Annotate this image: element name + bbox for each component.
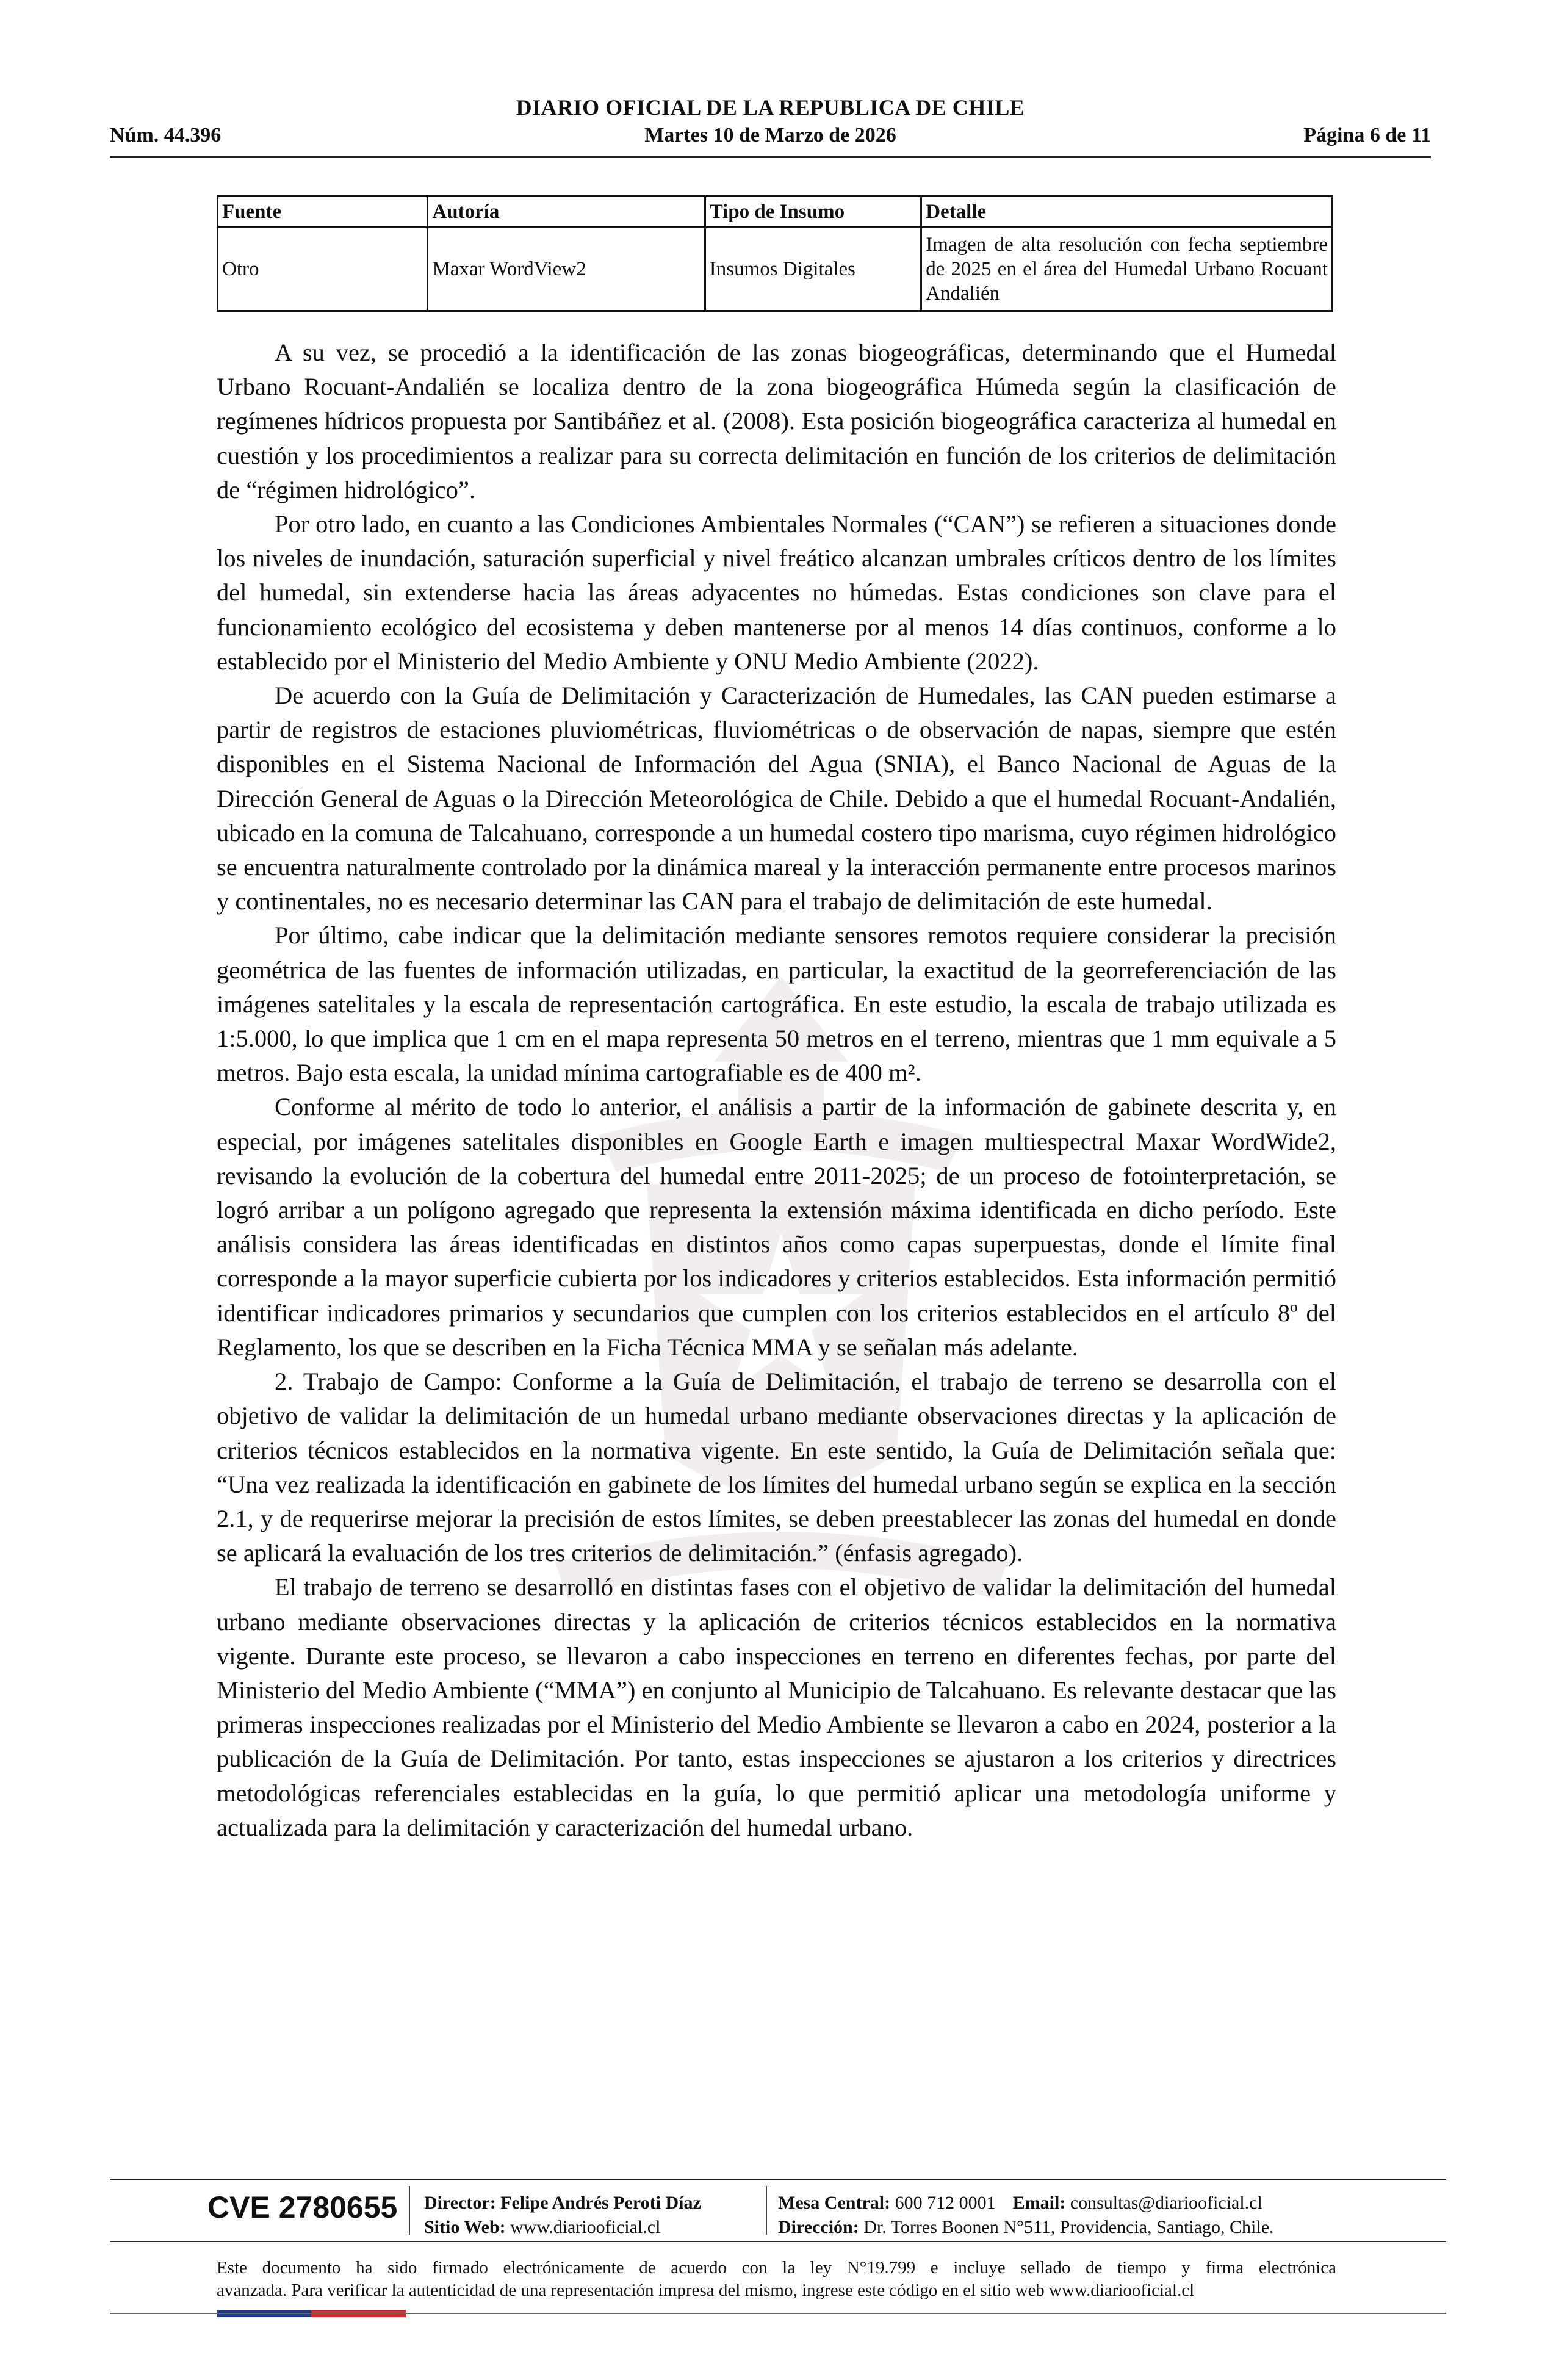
issue-number: Núm. 44.396 xyxy=(110,124,222,146)
paragraph: 2. Trabajo de Campo: Conforme a la Guía de Delimitación, el trabajo de terreno se desarrolla con el objetivo de validar la delimitación de un humedal urbano mediante observaciones directas y la aplicación de criterios técnicos establecidos en la normativa vigente. En este sentido, la Guía de Delimitación señala que: “Una vez realizada la identificación en gabinete de los límites del humedal urbano según se explica en la sección 2.1, y de requerirse mejorar la precisión de estos límites, se deben preestablecer las zonas del humedal en donde se aplicará la evaluación de los tres criterios de delimitación.” (énfasis agregado). xyxy=(217,1368,1336,1567)
director-label: Director: xyxy=(424,2193,496,2213)
page-header xyxy=(110,95,1431,156)
footer-separator xyxy=(766,2186,767,2235)
sources-table xyxy=(217,195,1333,312)
footer-divider-top xyxy=(110,2179,1446,2180)
issue-date: Martes 10 de Marzo de 2026 xyxy=(644,124,896,146)
legal-line: Este documento ha sido firmado electrónicamente de acuerdo con la ley N°19.799 e incluye sellado de tiempo y firma electrónica xyxy=(217,2258,1336,2277)
email-label: Email: xyxy=(1012,2193,1066,2213)
address-label: Dirección: xyxy=(778,2217,859,2237)
header-divider xyxy=(110,156,1431,158)
paragraph: Por último, cabe indicar que la delimitación mediante sensores remotos requiere considerar la precisión geométrica de las fuentes de información utilizadas, en particular, la exactitud de la georreferenciación de las imágenes satelitales y la escala de representación cartográfica. En este estudio, la escala de trabajo utilizada es 1:5.000, lo que implica que 1 cm en el mapa representa 50 metros en el terreno, mientras que 1 mm equivale a 5 metros. Bajo esta escala, la unidad mínima cartografiable es de 400 m². xyxy=(217,921,1336,1087)
mesa-phone: 600 712 0001 xyxy=(895,2193,996,2213)
legal-line: avanzada. Para verificar la autenticidad de una representación impresa del mismo, ingrese este código en el sitio web www.diariooficial.cl xyxy=(217,2281,1195,2300)
table-cell-detalle: Imagen de alta resolución con fecha septiembre de 2025 en el área del Humedal Urbano Rocuant Andalién xyxy=(921,228,1333,311)
site-link[interactable]: www.diariooficial.cl xyxy=(510,2217,661,2237)
legal-notice xyxy=(217,2257,1336,2302)
column-header: Autoría xyxy=(428,197,705,228)
email-link[interactable]: consultas@diariooficial.cl xyxy=(1070,2193,1262,2213)
paragraph: De acuerdo con la Guía de Delimitación y Caracterización de Humedales, las CAN pueden estimarse a partir de registros de estaciones pluviométricas, fluviométricas o de observación de napas, siempre que estén disponibles en el Sistema Nacional de Información del Agua (SNIA), el Banco Nacional de Aguas de la Dirección General de Aguas o la Dirección Meteorológica de Chile. Debido a que el humedal Rocuant-Andalién, ubicado en la comuna de Talcahuano, corresponde a un humedal costero tipo marisma, cuyo régimen hidrológico se encuentra naturalmente controlado por la dinámica mareal y la interacción permanente entre procesos marinos y continentales, no es necesario determinar las CAN para el trabajo de delimitación de este humedal. xyxy=(217,682,1336,915)
column-header: Fuente xyxy=(218,197,428,228)
address-value: Dr. Torres Boonen N°511, Providencia, Santiago, Chile. xyxy=(863,2217,1274,2237)
newspaper-title: DIARIO OFICIAL DE LA REPUBLICA DE CHILE xyxy=(516,95,1025,120)
cve-code: CVE 2780655 xyxy=(207,2190,398,2224)
table-cell-fuente: Otro xyxy=(218,228,428,311)
column-header: Tipo de Insumo xyxy=(705,197,921,228)
table-cell-autoria: Maxar WordView2 xyxy=(428,228,705,311)
footer-divider-mid xyxy=(110,2241,1446,2242)
paragraph: A su vez, se procedió a la identificación de las zonas biogeográficas, determinando que el Humedal Urbano Rocuant-Andalién se localiza dentro de la zona biogeográfica Húmeda según la clasificación de regímenes hídricos propuesta por Santibáñez et al. (2008). Esta posición biogeográfica caracteriza al humedal en cuestión y los procedimientos a realizar para su correcta delimitación en función de los criterios de delimitación de “régimen hidrológico”. xyxy=(217,339,1336,503)
page-number: Página 6 de 11 xyxy=(1303,124,1431,146)
mesa-label: Mesa Central: xyxy=(778,2193,891,2213)
footer-director-block xyxy=(424,2191,701,2240)
director-name: Felipe Andrés Peroti Díaz xyxy=(500,2193,701,2213)
footer-divider-bottom xyxy=(110,2313,1446,2314)
table-header-row xyxy=(218,197,1333,228)
site-label: Sitio Web: xyxy=(424,2217,506,2237)
footer-separator xyxy=(409,2186,410,2235)
column-header: Detalle xyxy=(921,197,1333,228)
footer-contact-block xyxy=(778,2191,1274,2240)
document-body xyxy=(217,336,1336,1845)
paragraph: Por otro lado, en cuanto a las Condiciones Ambientales Normales (“CAN”) se refieren a situaciones donde los niveles de inundación, saturación superficial y nivel freático alcanzan umbrales críticos dentro de los límites del humedal, sin extenderse hacia las áreas adyacentes no húmedas. Estas condiciones son clave para el funcionamiento ecológico del ecosistema y deben mantenerse por al menos 14 días continuos, conforme a lo establecido por el Ministerio del Medio Ambiente y ONU Medio Ambiente (2022). xyxy=(217,510,1336,675)
table-row xyxy=(218,228,1333,311)
paragraph: El trabajo de terreno se desarrolló en distintas fases con el objetivo de validar la delimitación del humedal urbano mediante observaciones directas y la aplicación de criterios técnicos establecidos en la normativa vigente. Durante este proceso, se llevaron a cabo inspecciones en terreno en diferentes fechas, por parte del Ministerio del Medio Ambiente (“MMA”) en conjunto al Municipio de Talcahuano. Es relevante destacar que las primeras inspecciones realizadas por el Ministerio del Medio Ambiente se llevaron a cabo en 2024, posterior a la publicación de la Guía de Delimitación. Por tanto, estas inspecciones se ajustaron a los criterios y directrices metodológicas referenciales establecidas en la guía, lo que permitió aplicar una metodología uniforme y actualizada para la delimitación y caracterización del humedal urbano. xyxy=(217,1573,1336,1841)
table-cell-tipo: Insumos Digitales xyxy=(705,228,921,311)
paragraph: Conforme al mérito de todo lo anterior, el análisis a partir de la información de gabinete descrita y, en especial, por imágenes satelitales disponibles en Google Earth e imagen multiespectral Maxar WordWide2, revisando la evolución de la cobertura del humedal entre 2011-2025; de un proceso de fotointerpretación, se logró arribar a un polígono agregado que representa la extensión máxima identificada en dicho período. Este análisis considera las áreas identificadas en distintos años como capas superpuestas, donde el límite final corresponde a la mayor superficie cubierta por los indicadores y criterios establecidos. Esta información permitió identificar indicadores primarios y secundarios que cumplen con los criterios establecidos en el artículo 8º del Reglamento, los que se describen en la Ficha Técnica MMA y se señalan más adelante. xyxy=(217,1093,1336,1361)
